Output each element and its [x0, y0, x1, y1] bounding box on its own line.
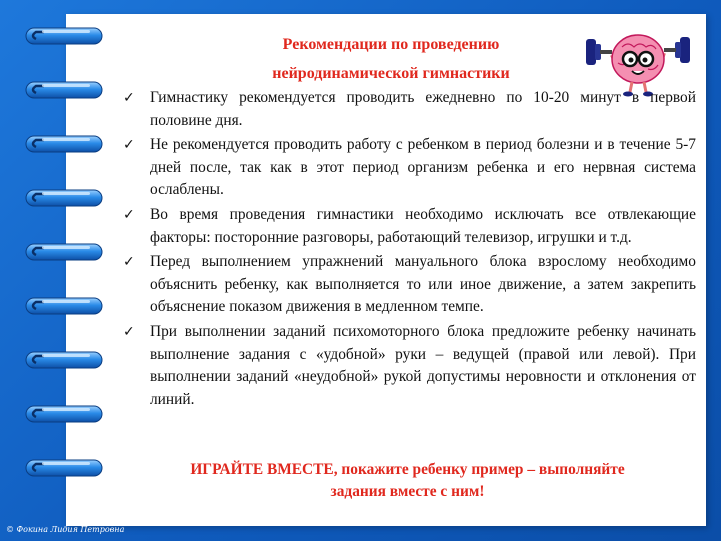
call-to-action-line-2: задания вместе с ним!: [330, 483, 485, 500]
list-item-text: Не рекомендуется проводить работу с ребенком в период болезни и в течение 5-7 дней после, так как в этот период организм ребенка и его нервная система ослаблены.: [150, 136, 696, 199]
list-item-text: При выполнении заданий психомоторного блока предложите ребенку начинать выполнение задания с «удобной» руки – ведущей (правой или левой). При выполнении заданий «неудобной» рукой допустимы неровности и отклонения от линий.: [150, 322, 696, 408]
recommendations-list: [120, 87, 696, 413]
slide-title: [186, 30, 596, 88]
checkmark-icon: ✓: [123, 206, 135, 223]
list-item-text: Гимнастику рекомендуется проводить ежедневно по 10-20 минут в первой половине дня.: [150, 89, 696, 129]
call-to-action: [130, 459, 685, 503]
list-item: [120, 204, 696, 249]
title-line-2: нейродинамической гимнастики: [272, 65, 510, 82]
list-item: [120, 251, 696, 319]
list-item-text: Перед выполнением упражнений мануального блока взрослому необходимо объяснить ребенку, как выполняется то или иное движение, а затем закрепить объяснение показом движения в медленном темпе.: [150, 253, 696, 316]
checkmark-icon: ✓: [123, 323, 135, 340]
list-item: [120, 134, 696, 202]
checkmark-icon: ✓: [123, 254, 135, 271]
call-to-action-line-1: ИГРАЙТЕ ВМЕСТЕ, покажите ребенку пример – выполняйте: [190, 461, 625, 478]
list-item: [120, 87, 696, 132]
list-item: [120, 321, 696, 411]
checkmark-icon: ✓: [123, 137, 135, 154]
brain-with-dumbbells-icon: [582, 19, 694, 97]
title-line-1: Рекомендации по проведению: [282, 36, 500, 53]
checkmark-icon: ✓: [123, 90, 135, 106]
list-item-text: Во время проведения гимнастики необходимо исключать все отвлекающие факторы: посторонние разговоры, работающий телевизор, игрушки и т.д.: [150, 205, 696, 246]
copyright-text: © Фокина Лидия Петровна: [6, 525, 125, 534]
